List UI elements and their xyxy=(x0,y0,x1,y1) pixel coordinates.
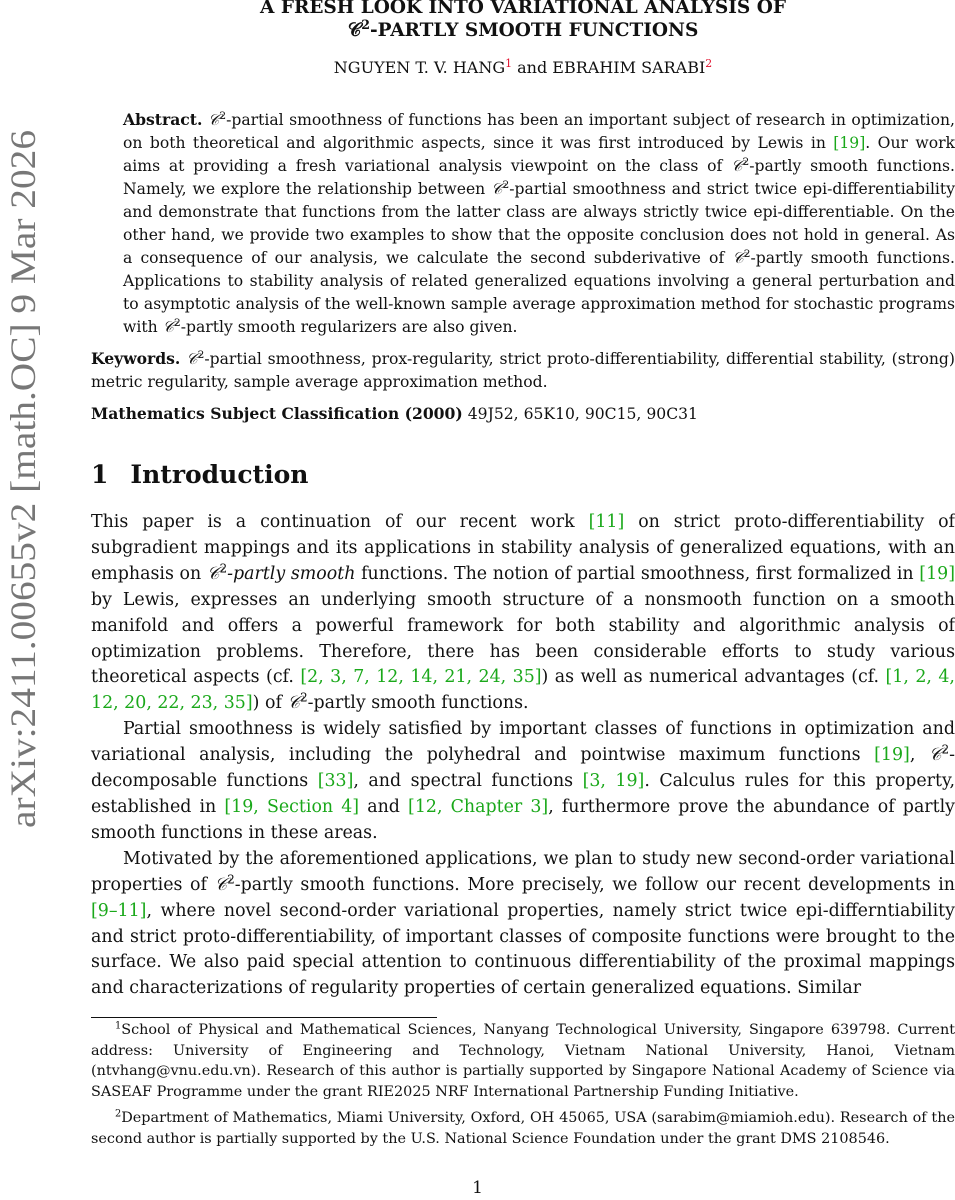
page-body xyxy=(91,0,955,1002)
footnote-1 xyxy=(91,1020,955,1102)
c-symbol: 𝒞 xyxy=(347,20,362,41)
abstract-sentence: -partly smooth functions. Namely, we explore the relationship between xyxy=(123,157,955,198)
arxiv-stamp xyxy=(3,128,43,828)
author-1: NGUYEN T. V. HANG xyxy=(333,58,506,77)
text-run: and xyxy=(359,796,409,817)
footnote-1-mark: 1 xyxy=(115,1020,122,1032)
citation-link[interactable]: [12, Chapter 3] xyxy=(408,796,549,817)
section-number: 1 xyxy=(91,460,109,489)
arxiv-id: arXiv:2411.00655v2 [math.OC] 9 Mar 2026 xyxy=(3,182,43,828)
c-sup: 2 xyxy=(197,349,205,362)
text-run: functions. The notion of partial smoothness, first formalized in xyxy=(355,563,920,584)
c-sup: 2 xyxy=(300,690,308,705)
c-sup: 2 xyxy=(742,156,750,169)
citation-link[interactable]: [2, 3, 7, 12, 14, 21, 24, 35] xyxy=(300,667,542,688)
msc-classification xyxy=(91,402,955,426)
c-symbol: 𝒞 xyxy=(186,350,198,368)
paragraph xyxy=(91,847,955,1002)
text-run: Partial smoothness is widely satisfied by important classes of functions in optimization and variational analysis, including the polyhedral and pointwise maximum functions xyxy=(91,719,955,766)
introduction-body xyxy=(91,510,955,1002)
text-run: , where novel second-order variational properties, namely strict twice epi-differntiability and strict proto-differentiability, of important classes of composite functions were brought to the surface. We also paid special attention to continuous differentiability of the proximal mappings and characterizations of regularity properties of certain generalized equations. Similar xyxy=(91,900,955,999)
text-run: -partly smooth functions. More precisely, we follow our recent developments in xyxy=(234,874,955,895)
citation-link[interactable]: [33] xyxy=(317,771,354,792)
author-2-footnote-link[interactable]: 2 xyxy=(705,57,713,71)
footnote-rule xyxy=(91,1017,437,1018)
abstract xyxy=(91,108,955,426)
page-number: 1 xyxy=(472,1178,483,1198)
c-symbol: 𝒞 xyxy=(162,318,174,336)
paper-title xyxy=(91,0,955,42)
arxiv-stamp-svg xyxy=(3,128,43,828)
footnote-1-text: School of Physical and Mathematical Sciences, Nanyang Technological University, Singapore 639798. Current address: University of Engineering and Technology, Vietnam National University, Hanoi, Vietnam (ntvhang@vnu.edu.vn). Research of this author is partially supported by Singapore National Academy of Science via SASEAF Programme under the grant RIE2025 NRF International Partnership Funding Initiative. xyxy=(91,1022,955,1100)
section-title: Introduction xyxy=(130,460,309,489)
author-list xyxy=(91,58,955,78)
msc-label: Mathematics Subject Classification (2000) xyxy=(91,404,463,423)
c-sup: 2 xyxy=(173,317,181,330)
footnote-2 xyxy=(91,1108,955,1149)
author-1-footnote-link[interactable]: 1 xyxy=(505,57,513,71)
footnotes xyxy=(91,1020,955,1149)
citation-link[interactable]: [1, 2, 4, 12, 20, 22, 23, 35] xyxy=(91,667,955,714)
abstract-sentence: -partly smooth regularizers are also given. xyxy=(180,318,518,336)
author-2: EBRAHIM SARABI xyxy=(552,58,706,77)
c-symbol: 𝒞 xyxy=(731,157,743,175)
keywords xyxy=(91,347,955,394)
text-run: -decomposable functions xyxy=(91,745,955,792)
citation-link[interactable]: [19] xyxy=(874,745,910,766)
citation-link[interactable]: [9–11] xyxy=(91,900,147,921)
emphasis: -partly smooth xyxy=(227,563,356,584)
c-sup: 2 xyxy=(502,179,510,192)
citation-link[interactable]: [19] xyxy=(833,134,866,152)
text-run: -partly smooth functions. xyxy=(307,693,529,714)
text-run: . Calculus rules for this property, established in xyxy=(91,771,955,817)
abstract-sentence: -partial smoothness of functions has been an important subject of research in optimization, on both theoretical and algorithmic aspects, since it was first introduced by Lewis in xyxy=(123,111,955,152)
c-sup: 2 xyxy=(361,17,370,33)
c-symbol: 𝒞 xyxy=(491,180,503,198)
text-run: , furthermore prove the abundance of partly smooth functions in these areas. xyxy=(91,796,955,843)
abstract-sentence: -partial smoothness and strict twice epi-differentiability and demonstrate that functions from the latter class are always strictly twice epi-differentiable. On the other hand, we provide two examples to show that the opposite conclusion does not hold in general. As a consequence of our analysis, we calculate the second subderivative of xyxy=(123,180,955,267)
c-sup: 2 xyxy=(941,742,950,757)
text-run: on strict proto-differentiability of subgradient mappings and its applications in stability analysis of generalized equations, with an emphasis on xyxy=(91,512,955,584)
text-run: ) of xyxy=(252,693,288,714)
text-run: This paper is a continuation of our recent work xyxy=(91,512,589,532)
abstract-sentence: . Our work aims at providing a fresh variational analysis viewpoint on the class of xyxy=(123,134,955,175)
footnote-2-mark: 2 xyxy=(115,1108,122,1120)
abstract-label: Abstract. xyxy=(123,110,203,129)
keywords-label: Keywords. xyxy=(91,349,181,368)
section-heading xyxy=(91,460,955,490)
citation-link[interactable]: [3, 19] xyxy=(582,771,645,792)
citation-link[interactable]: [19] xyxy=(919,563,955,584)
title-line-2 xyxy=(91,19,955,42)
c-symbol: 𝒞 xyxy=(206,563,220,584)
keywords-text: -partial smoothness, prox-regularity, strict proto-differentiability, differential stability, (strong) metric regularity, sample average approximation method. xyxy=(91,350,955,391)
c-symbol: 𝒞 xyxy=(287,693,301,714)
author-connector: and xyxy=(512,58,553,77)
footnote-2-text: Department of Mathematics, Miami University, Oxford, OH 45065, USA (sarabim@miamioh.edu). Research of the second author is partially supported by the U.S. National Science Foundation under the grant DMS 2108546. xyxy=(91,1110,955,1147)
c-symbol: 𝒞 xyxy=(207,111,220,129)
abstract-text xyxy=(91,108,955,339)
paragraph xyxy=(91,510,955,717)
c-sup: 2 xyxy=(743,248,751,261)
c-symbol: 𝒞 xyxy=(214,874,228,895)
c-sup: 2 xyxy=(227,872,235,887)
text-run: by Lewis, expresses an underlying smooth structure of a nonsmooth function on a smooth manifold and offers a powerful framework for both stability and algorithmic analysis of optimization problems. Therefore, there has been considerable efforts to study various theoretical aspects (cf. xyxy=(91,589,955,688)
text-run: , and spectral functions xyxy=(353,771,583,792)
text-run: , xyxy=(909,745,929,766)
c-sup: 2 xyxy=(219,110,227,123)
citation-link[interactable]: [19, Section 4] xyxy=(224,796,360,817)
title-line-2-rest: -PARTLY SMOOTH FUNCTIONS xyxy=(369,20,699,41)
paragraph xyxy=(91,717,955,847)
text-run: ) as well as numerical advantages (cf. xyxy=(541,667,886,688)
title-line-1: A FRESH LOOK INTO VARIATIONAL ANALYSIS OF xyxy=(260,0,786,18)
text-run: Motivated by the aforementioned applications, we plan to study new second-order variational properties of xyxy=(91,848,955,895)
citation-link[interactable]: [11] xyxy=(588,512,625,532)
msc-codes: 49J52, 65K10, 90C15, 90C31 xyxy=(462,405,698,423)
c-symbol: 𝒞 xyxy=(928,745,942,766)
abstract-sentence: -partly smooth functions. Applications to stability analysis of related generalized equations involving a general perturbation and to asymptotic analysis of the well-known sample average approximation method for stochastic programs with xyxy=(123,249,955,336)
c-symbol: 𝒞 xyxy=(732,249,744,267)
c-sup: 2 xyxy=(219,561,228,576)
